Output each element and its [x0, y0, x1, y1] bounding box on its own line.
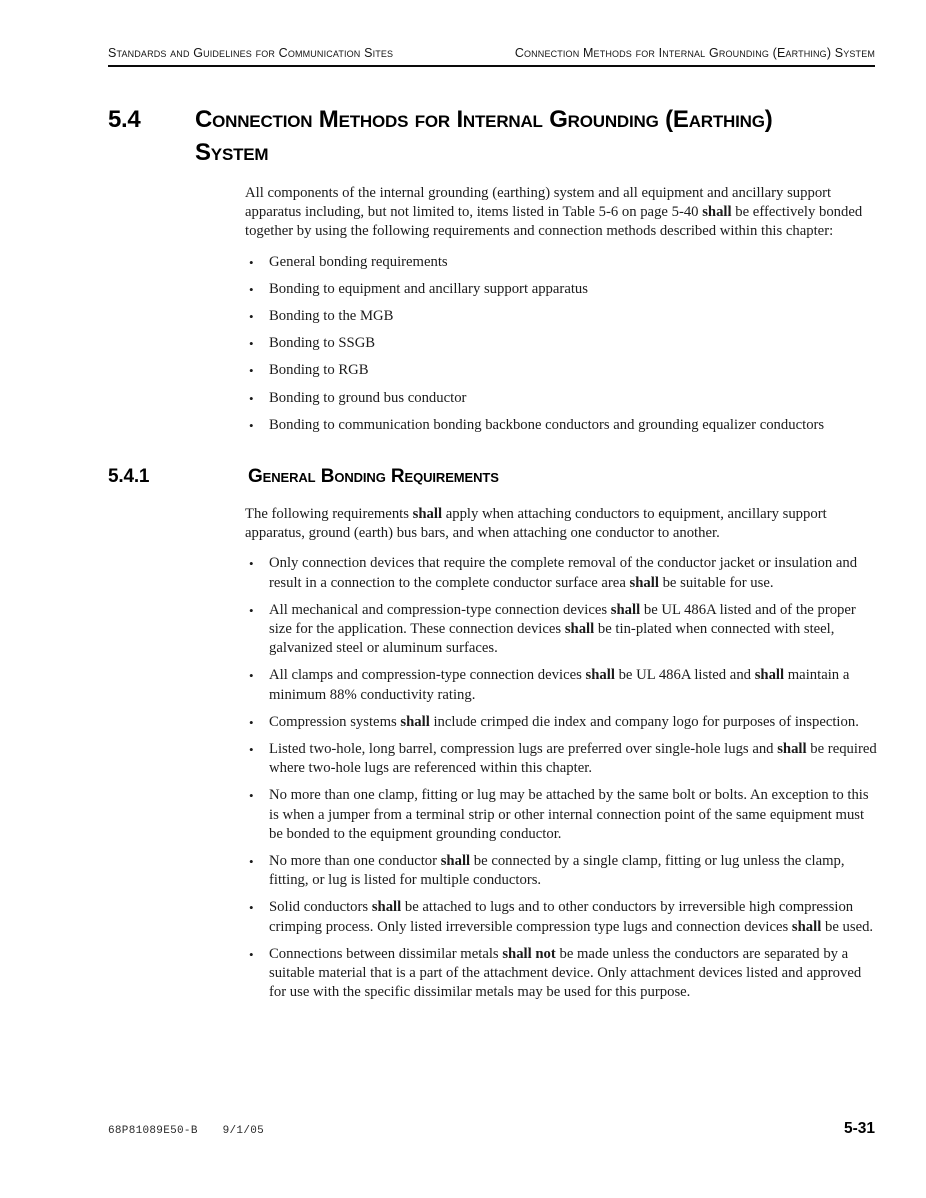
bullet-icon: • [249, 946, 254, 962]
bullet-text: Bonding to RGB [269, 362, 369, 379]
bullet-icon: • [249, 363, 254, 379]
bullet-text: All clamps and compression-type connection devices shall be UL 486A listed and shall maintain a minimum 88% conductivity rating. [269, 667, 850, 703]
bullet-text: Bonding to equipment and ancillary support apparatus [269, 280, 588, 297]
bullet-text: Bonding to the MGB [269, 308, 394, 325]
document-number: 68P81089E50-B [108, 1125, 198, 1137]
list-item [245, 713, 877, 732]
bullet-text: Solid conductors shall be attached to lugs and to other conductors by irreversible high compression crimping process. Only listed irreversible compression type lugs and connection devices shall be used. [269, 899, 874, 935]
list-item [245, 334, 877, 353]
bullet-icon: • [249, 556, 254, 572]
bullet-icon: • [249, 417, 254, 433]
page-header [108, 46, 875, 60]
bullet-icon: • [249, 854, 254, 870]
header-right-title: Connection Methods for Internal Grounding (Earthing) System [514, 46, 875, 60]
bullet-icon: • [249, 254, 254, 270]
bullet-text: General bonding requirements [269, 253, 448, 270]
list-item [245, 945, 877, 1003]
section-heading [108, 103, 875, 169]
list-item [245, 416, 877, 435]
subsection-number: 5.4.1 [108, 466, 150, 488]
list-item [245, 898, 877, 936]
section-body [245, 184, 877, 435]
header-rule [108, 65, 875, 67]
list-item [245, 852, 877, 890]
list-item [245, 740, 877, 778]
list-item [245, 786, 877, 844]
bullet-text: All mechanical and compression-type connection devices shall be UL 486A listed and of the proper size for the application. These connection devices shall be tin-plated when connected with steel, galvanized steel or aluminum surfaces. [269, 601, 856, 657]
list-item [245, 307, 877, 326]
bullet-icon: • [249, 309, 254, 325]
bullet-text: Bonding to ground bus conductor [269, 389, 467, 406]
subsection-intro-paragraph: The following requirements shall apply when attaching conductors to equipment, ancillary support apparatus, ground (earth) bus bars, and when attaching one conductor to another. [245, 506, 827, 542]
bullet-text: No more than one conductor shall be connected by a single clamp, fitting or lug unless the clamp, fitting, or lug is listed for multiple conductors. [269, 853, 845, 889]
subsection-heading [108, 464, 875, 490]
subsection-bullet-list [245, 554, 877, 1002]
bullet-icon: • [249, 602, 254, 618]
list-item [245, 280, 877, 299]
bullet-icon: • [249, 714, 254, 730]
bullet-icon: • [249, 281, 254, 297]
subsection-title: General Bonding Requirements [248, 466, 499, 488]
list-item [245, 666, 877, 704]
section-intro-paragraph: All components of the internal grounding (earthing) system and all equipment and ancillary support apparatus including, but not limited to, items listed in Table 5-6 on page 5-40 shall be effectively bonded together by using the following requirements and connection methods described within this chapter: [245, 185, 863, 240]
bullet-text: Bonding to SSGB [269, 335, 376, 352]
bullet-text: No more than one clamp, fitting or lug may be attached by the same bolt or bolts. An exception to this is when a jumper from a terminal strip or other internal connection point of the same equipment must be bonded to the equipment grounding conductor. [269, 787, 869, 842]
section-5-4 [108, 103, 875, 435]
list-item [245, 389, 877, 408]
page-number: 5-31 [843, 1120, 875, 1137]
list-item [245, 601, 877, 659]
section-number: 5.4 [108, 106, 141, 133]
bullet-icon: • [249, 336, 254, 352]
section-bullet-list [245, 253, 877, 435]
section-5-4-1 [108, 464, 875, 1002]
list-item [245, 361, 877, 380]
bullet-icon: • [249, 788, 254, 804]
page-footer [108, 1120, 875, 1138]
bullet-icon: • [249, 742, 254, 758]
header-left-title: Standards and Guidelines for Communication Sites [108, 46, 394, 60]
bullet-icon: • [249, 900, 254, 916]
bullet-text: Connections between dissimilar metals shall not be made unless the conductors are separated by a suitable material that is a part of the attachment device. Only attachment devices listed and approved for use with the specific dissimilar metals may be used for this purpose. [269, 945, 862, 1001]
footer-doc-info [108, 1125, 264, 1137]
list-item [245, 554, 877, 592]
bullet-text: Listed two-hole, long barrel, compression lugs are preferred over single-hole lugs and shall be required where two-hole lugs are referenced within this chapter. [269, 741, 877, 777]
bullet-text: Only connection devices that require the complete removal of the conductor jacket or insulation and result in a connection to the complete conductor surface area shall be suitable for use. [269, 555, 858, 591]
bullet-text: Compression systems shall include crimped die index and company logo for purposes of inspection. [269, 713, 859, 730]
section-title: Connection Methods for Internal Grounding (Earthing) System [195, 106, 773, 166]
bullet-icon: • [249, 668, 254, 684]
subsection-body [245, 505, 877, 1002]
bullet-icon: • [249, 390, 254, 406]
document-date: 9/1/05 [222, 1125, 265, 1137]
bullet-text: Bonding to communication bonding backbone conductors and grounding equalizer conductors [269, 416, 825, 433]
list-item [245, 253, 877, 272]
